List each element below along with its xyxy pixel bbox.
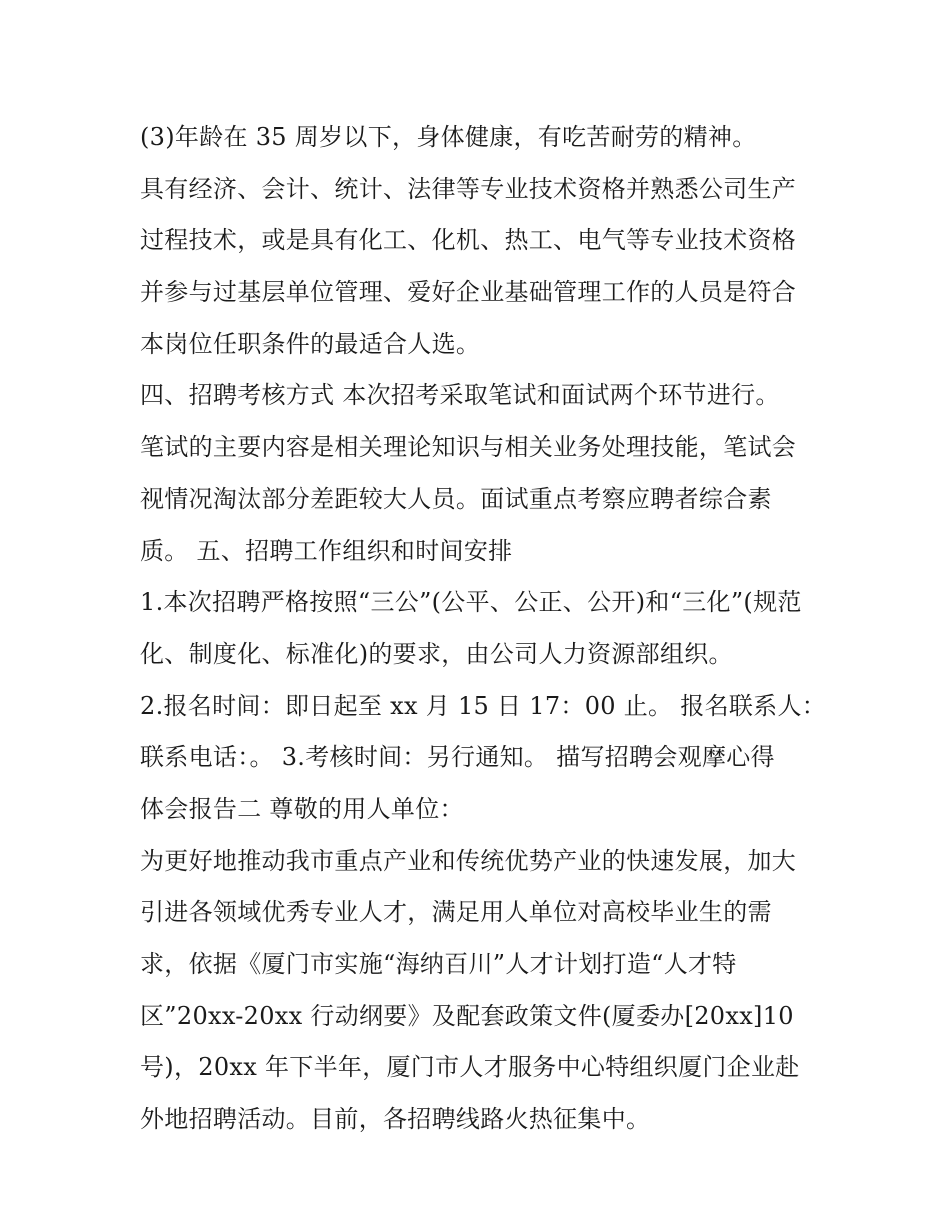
text-line-6: 四、招聘考核方式 本次招考采取笔试和面试两个环节进行。 (140, 381, 780, 410)
text-line-5: 本岗位任职条件的最适合人选。 (140, 329, 481, 358)
text-line-9: 质。 五、招聘工作组织和时间安排 (140, 536, 513, 565)
text-line-10: 1.本次招聘严格按照“三公”(公平、公正、公开)和“三化”(规范 (140, 588, 802, 617)
text-line-18: 区”20xx-20xx 行动纲要》及配套政策文件(厦委办[20xx]10 (140, 1001, 794, 1030)
text-line-12: 2.报名时间：即日起至 xx 月 15 日 17：00 止。 报名联系人： (140, 691, 827, 720)
text-line-15: 为更好地推动我市重点产业和传统优势产业的快速发展，加大 (140, 846, 797, 875)
text-line-17: 求，依据《厦门市实施“海纳百川”人才计划打造“人才特 (140, 950, 737, 978)
body-text (140, 112, 840, 1146)
text-line-13: 联系电话：。 3.考核时间：另行通知。 描写招聘会观摩心得 (140, 743, 775, 772)
text-line-11: 化、制度化、标准化)的要求，由公司人力资源部组织。 (140, 639, 733, 668)
text-line-4: 并参与过基层单位管理、爱好企业基础管理工作的人员是符合 (140, 278, 797, 307)
text-line-1: (3)年龄在 35 周岁以下，身体健康，有吃苦耐劳的精神。 (140, 123, 757, 151)
text-line-3: 过程技术，或是具有化工、化机、热工、电气等专业技术资格 (140, 226, 797, 255)
text-line-20: 外地招聘活动。目前，各招聘线路火热征集中。 (140, 1105, 651, 1134)
text-line-2: 具有经济、会计、统计、法律等专业技术资格并熟悉公司生产 (140, 174, 797, 203)
text-line-7: 笔试的主要内容是相关理论知识与相关业务处理技能，笔试会 (140, 433, 797, 462)
text-line-14: 体会报告二 尊敬的用人单位： (140, 794, 464, 823)
text-line-19: 号)，20xx 年下半年，厦门市人才服务中心特组织厦门企业赴 (140, 1053, 800, 1082)
text-line-16: 引进各领域优秀专业人才，满足用人单位对高校毕业生的需 (140, 898, 772, 927)
text-line-8: 视情况淘汰部分差距较大人员。面试重点考察应聘者综合素 (140, 484, 772, 513)
